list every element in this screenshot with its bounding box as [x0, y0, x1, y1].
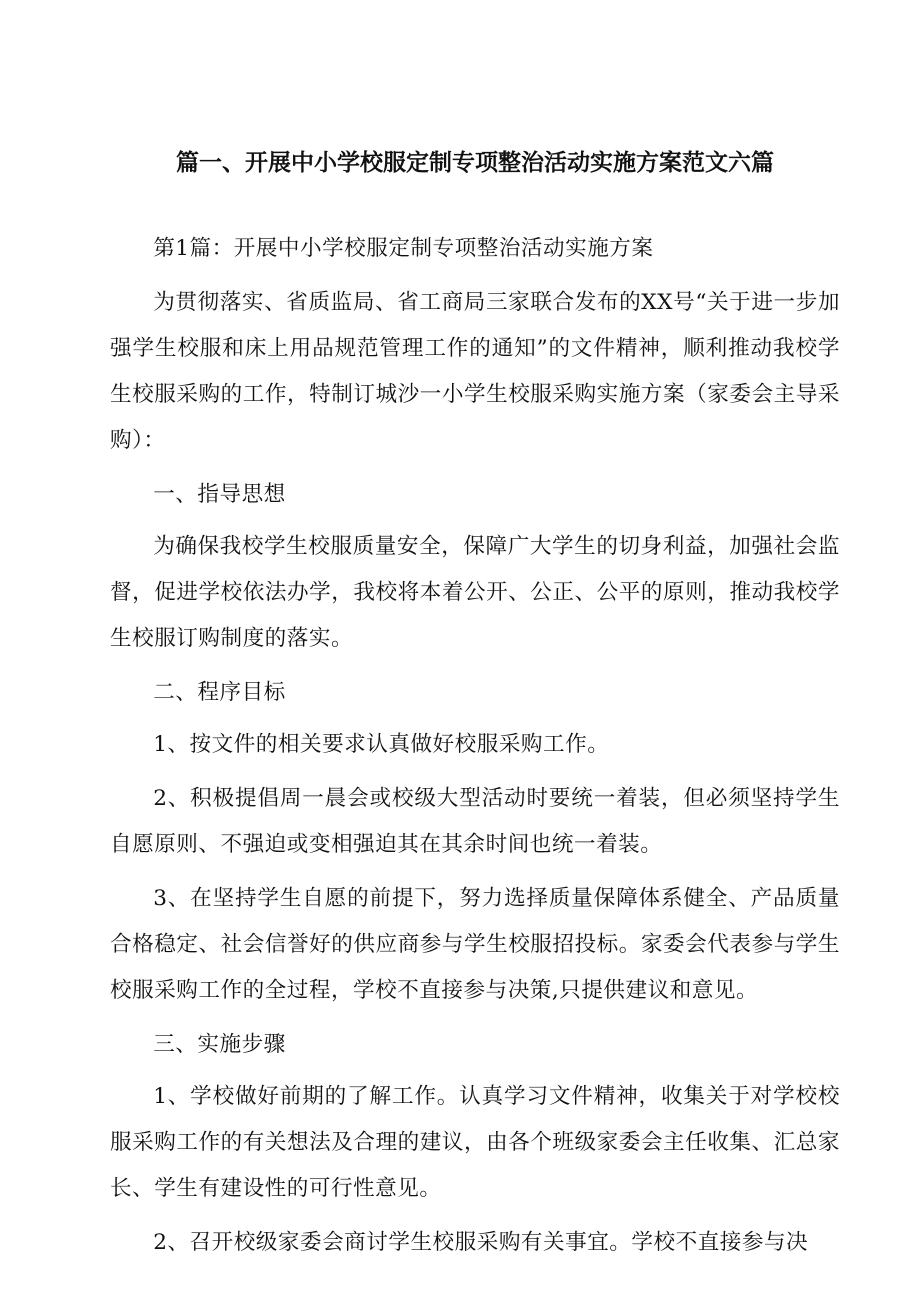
section-heading-guiding-ideology: 一、指导思想: [153, 482, 286, 507]
document-body: [110, 226, 840, 1266]
section-heading-implementation-steps: 三、实施步骤: [153, 1032, 286, 1057]
list-item: 1、按文件的相关要求认真做好校服采购工作。: [153, 732, 610, 757]
section-paragraph: 为确保我校学生校服质量安全，保障广大学生的切身利益，加强社会监督，促进学校依法办学，我校将本着公开、公正、公平的原则，推动我校学生校服订购制度的落实。: [110, 534, 840, 651]
list-item: 2、召开校级家委会商讨学生校服采购有关事宜。学校不直接参与决: [153, 1230, 809, 1255]
list-item: 1、学校做好前期的了解工作。认真学习文件精神，收集关于对学校校服采购工作的有关想法及合理的建议，由各个班级家委会主任收集、汇总家长、学生有建设性的可行性意见。: [110, 1084, 840, 1201]
list-item: 3、在坚持学生自愿的前提下，努力选择质量保障体系健全、产品质量合格稳定、社会信誉好的供应商参与学生校服招投标。家委会代表参与学生校服采购工作的全过程，学校不直接参与决策,只提供建议和意见。: [110, 886, 840, 1003]
list-item: 2、积极提倡周一晨会或校级大型活动时要统一着装，但必须坚持学生自愿原则、不强迫或变相强迫其在其余时间也统一着装。: [110, 786, 840, 857]
intro-paragraph: 为贯彻落实、省质监局、省工商局三家联合发布的XX号“关于进一步加强学生校服和床上用品规范管理工作的通知”的文件精神，顺利推动我校学生校服采购的工作，特制订城沙一小学生校服采购实施方案（家委会主导采购）：: [110, 290, 840, 453]
section-heading-program-goals: 二、程序目标: [153, 680, 286, 705]
article-subtitle: 第1篇：开展中小学校服定制专项整治活动实施方案: [153, 236, 654, 261]
document-title: 篇一、开展中小学校服定制专项整治活动实施方案范文六篇: [176, 150, 774, 176]
